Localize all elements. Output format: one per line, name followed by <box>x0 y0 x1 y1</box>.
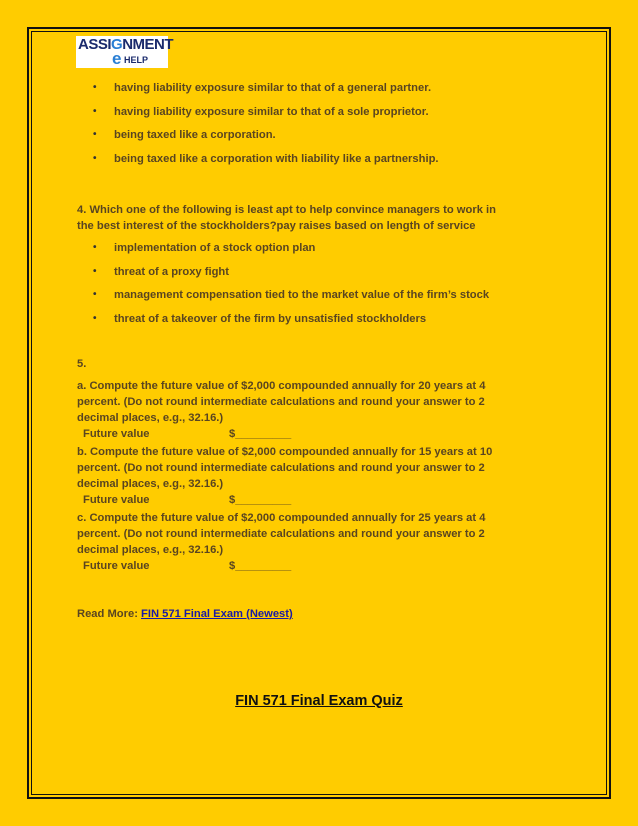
q4-line2: the best interest of the stockholders?pay raises based on length of service <box>77 220 476 232</box>
q5b-answer-row <box>77 492 557 510</box>
q4-question <box>77 202 557 234</box>
future-value-blank[interactable]: $_________ <box>229 428 292 440</box>
list-item <box>77 152 557 176</box>
bullet-icon: • <box>93 129 97 140</box>
q5c-line2: percent. (Do not round intermediate calculations and round your answer to 2 <box>77 528 485 540</box>
q5a-line1: a. Compute the future value of $2,000 compounded annually for 20 years at 4 <box>77 380 486 392</box>
bullet-icon: • <box>93 289 97 300</box>
logo-part1: ASSI <box>78 36 112 53</box>
read-more-link[interactable]: FIN 571 Final Exam (Newest) <box>141 608 293 620</box>
bullet-icon: • <box>93 242 97 253</box>
document-body <box>77 81 557 622</box>
list-item <box>77 241 557 265</box>
future-value-blank[interactable]: $_________ <box>229 560 292 572</box>
q5a-line3: decimal places, e.g., 32.16.) <box>77 412 224 424</box>
list-item <box>77 105 557 129</box>
future-value-label: Future value <box>83 560 150 572</box>
option-text: threat of a proxy fight <box>114 265 229 278</box>
q5b-line2: percent. (Do not round intermediate calculations and round your answer to 2 <box>77 462 485 474</box>
future-value-label: Future value <box>83 428 150 440</box>
bullet-icon: • <box>93 152 97 164</box>
q5b-line3: decimal places, e.g., 32.16.) <box>77 478 224 490</box>
read-more-line <box>77 606 557 622</box>
logo-help-text: HELP <box>124 55 149 65</box>
list-item <box>77 312 557 336</box>
option-text: threat of a takeover of the firm by unsatisfied stockholders <box>114 312 427 325</box>
q4-options-list <box>77 241 557 335</box>
q5c-line1: c. Compute the future value of $2,000 compounded annually for 25 years at 4 <box>77 512 486 524</box>
q5c-line3: decimal places, e.g., 32.16.) <box>77 544 224 556</box>
bullet-icon: • <box>93 82 97 93</box>
option-text: having liability exposure similar to that of a general partner. <box>114 82 432 94</box>
read-more-label: Read More: <box>77 608 138 620</box>
option-text: implementation of a stock option plan <box>114 242 316 254</box>
logo-e: e <box>112 49 122 68</box>
list-item <box>77 128 557 152</box>
q5-number: 5. <box>77 358 87 370</box>
logo-wordmark <box>78 37 173 53</box>
option-text: being taxed like a corporation. <box>114 129 276 141</box>
list-item <box>77 265 557 289</box>
bullet-icon: • <box>93 265 97 277</box>
q3-options-list <box>77 81 557 175</box>
future-value-label: Future value <box>83 494 150 506</box>
assignment-help-logo <box>76 36 174 68</box>
list-item <box>77 81 557 105</box>
q5a-line2: percent. (Do not round intermediate calculations and round your answer to 2 <box>77 396 485 408</box>
bullet-icon: • <box>93 105 97 117</box>
bullet-icon: • <box>93 312 97 324</box>
q5b-line1: b. Compute the future value of $2,000 compounded annually for 15 years at 10 <box>77 446 493 458</box>
q4-line1: 4. Which one of the following is least apt to help convince managers to work in <box>77 204 496 216</box>
logo-g: G <box>111 36 123 53</box>
q5a-question <box>77 378 557 426</box>
future-value-blank[interactable]: $_________ <box>229 494 292 506</box>
q5a-answer-row <box>77 426 557 444</box>
footer-title: FIN 571 Final Exam Quiz <box>235 693 403 709</box>
option-text: having liability exposure similar to that of a sole proprietor. <box>114 105 429 118</box>
list-item <box>77 288 557 312</box>
q5c-answer-row <box>77 558 557 576</box>
option-text: being taxed like a corporation with liability like a partnership. <box>114 152 439 165</box>
q5b-question <box>77 444 557 492</box>
q5c-question <box>77 510 557 558</box>
option-text: management compensation tied to the market value of the firm’s stock <box>114 289 490 301</box>
logo-part2: NMENT <box>122 36 174 53</box>
